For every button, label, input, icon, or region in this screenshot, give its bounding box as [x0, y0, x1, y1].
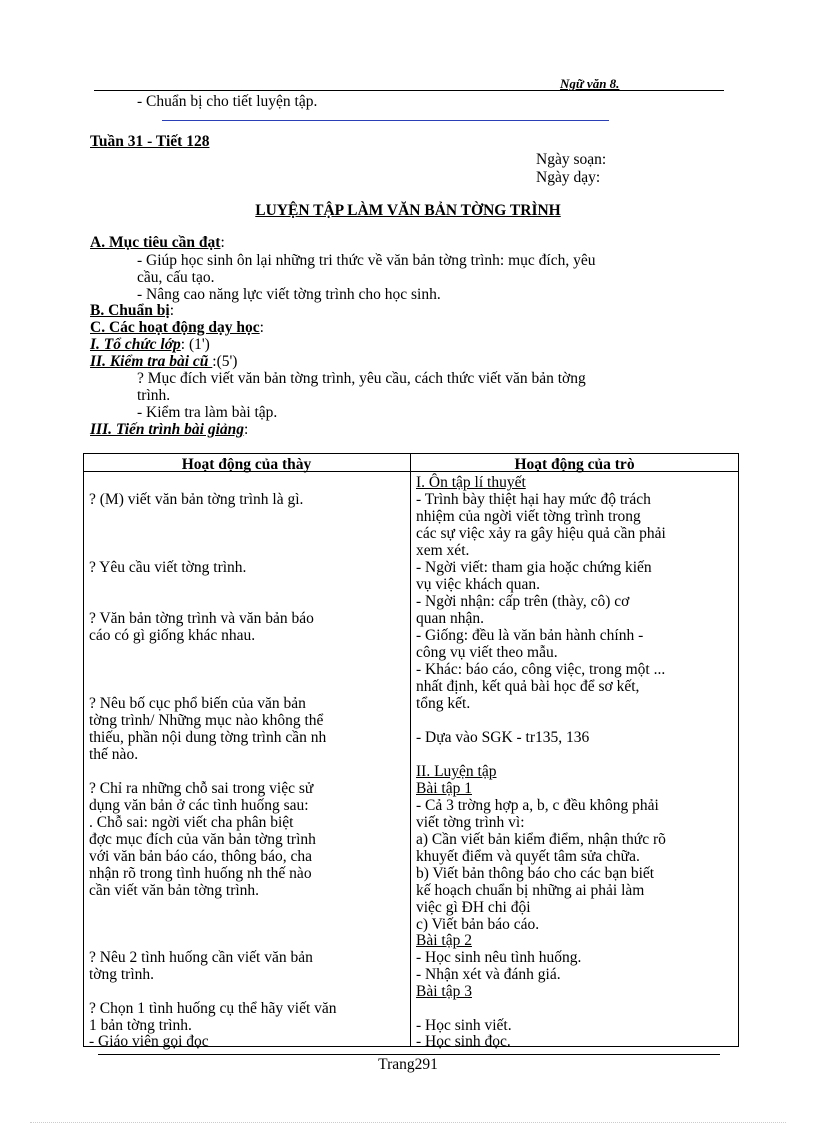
student-line: kế hoạch chuẩn bị những ai phải làm: [416, 882, 645, 899]
student-line: - Cả 3 trờng hợp a, b, c đều không phải: [416, 797, 659, 814]
student-line: khuyết điểm và quyết tâm sửa chữa.: [416, 848, 640, 865]
section-b-row: [90, 303, 174, 319]
student-line: - Học sinh đọc.: [416, 1033, 511, 1050]
student-heading: II. Luyện tập: [416, 763, 497, 780]
teacher-line: ? Yêu cầu viết tờng trình.: [89, 559, 247, 576]
teacher-line: - Giáo viên gọi đọc: [89, 1033, 209, 1050]
student-line: - Giống: đều là văn bản hành chính -: [416, 627, 644, 644]
student-line: - Nhận xét và đánh giá.: [416, 966, 561, 983]
student-line: a) Cần viết bản kiểm điểm, nhận thức rõ: [416, 831, 666, 848]
teacher-line: tờng trình/ Những mục nào không thể: [89, 712, 324, 729]
check-row: [90, 354, 237, 370]
student-line: các sự việc xảy ra gây hiệu quả cần phải: [416, 525, 666, 542]
section-c-colon: :: [259, 319, 264, 336]
section-a-colon: :: [220, 234, 225, 251]
section-a-line: - Giúp học sinh ôn lại những tri thức về văn bản tờng trình: mục đích, yêu: [137, 252, 596, 269]
student-heading: I. Ôn tập lí thuyết: [416, 474, 526, 491]
student-exercise-heading: Bài tập 3: [416, 983, 472, 1000]
section-a-line: - Nâng cao năng lực viết tờng trình cho học sinh.: [137, 286, 441, 303]
teacher-line: cần viết văn bản tờng trình.: [89, 882, 260, 899]
process-colon: :: [244, 421, 249, 438]
teacher-line: ? Chỉ ra những chỗ sai trong việc sử: [89, 780, 314, 797]
section-c-row: [90, 320, 264, 336]
teacher-line: ? Nêu 2 tình huống cần viết văn bản: [89, 949, 313, 966]
student-line: - Học sinh viết.: [416, 1017, 512, 1034]
table-column-divider: [410, 453, 411, 1047]
org-heading: I. Tổ chức lớp: [90, 336, 181, 353]
student-line: quan nhận.: [416, 610, 485, 627]
page-number: Trang291: [378, 1056, 438, 1073]
section-c-heading: C. Các hoạt động dạy học: [90, 319, 260, 336]
lesson-title: LUYỆN TẬP LÀM VĂN BẢN TỜNG TRÌNH: [255, 202, 561, 219]
teacher-line: ? (M) viết văn bản tờng trình là gì.: [89, 491, 304, 508]
date-prepared: Ngày soạn:: [536, 151, 607, 168]
student-line: vụ việc khách quan.: [416, 576, 540, 593]
org-row: [90, 337, 210, 353]
student-line: b) Viết bản thông báo cho các bạn biết: [416, 865, 655, 882]
check-line: trình.: [137, 387, 171, 404]
process-row: [90, 422, 248, 438]
teacher-line: cáo có gì giống khác nhau.: [89, 627, 256, 644]
teacher-line: với văn bản báo cáo, thông báo, cha: [89, 848, 312, 865]
student-line: - Trình bày thiệt hại hay mức độ trách: [416, 491, 651, 508]
process-heading: III. Tiến trình bài giảng: [90, 421, 245, 438]
student-line: viết tờng trình vì:: [416, 814, 525, 831]
student-line: xem xét.: [416, 542, 470, 559]
check-line: ? Mục đích viết văn bản tờng trình, yêu cầu, cách thức viết văn bản tờng: [137, 370, 586, 387]
prev-prep-line: - Chuẩn bị cho tiết luyện tập.: [137, 93, 318, 110]
separator-rule: [162, 120, 609, 121]
teacher-line: . Chỗ sai: ngời viết cha phân biệt: [89, 814, 294, 831]
student-line: - Dựa vào SGK - tr135, 136: [416, 729, 590, 746]
teacher-line: thế nào.: [89, 746, 139, 763]
student-line: - Khác: báo cáo, công việc, trong một ...: [416, 661, 666, 678]
section-a-heading-row: [90, 235, 225, 251]
header-subject: Ngữ văn 8.: [560, 76, 620, 91]
teacher-line: 1 bản tờng trình.: [89, 1017, 192, 1034]
student-line: - Ngời nhận: cấp trên (thày, cô) cơ: [416, 593, 630, 610]
org-rest: : (1'): [180, 336, 210, 353]
student-exercise-heading: Bài tập 2: [416, 932, 472, 949]
teacher-line: nhận rõ trong tình huống nh thế nào: [89, 865, 312, 882]
check-line: - Kiểm tra làm bài tập.: [137, 404, 278, 421]
section-b-colon: :: [169, 302, 175, 319]
student-line: nhất định, kết quả bài học để sơ kết,: [416, 678, 640, 695]
section-a-heading: A. Mục tiêu cần đạt: [90, 234, 221, 251]
teacher-line: dụng văn bản ở các tình huống sau:: [89, 797, 309, 814]
student-line: - Học sinh nêu tình huống.: [416, 949, 582, 966]
col-header-teacher: Hoạt động của thày: [181, 456, 312, 473]
student-line: việc gì ĐH chi đội: [416, 899, 531, 916]
teacher-line: đợc mục đích của văn bản tờng trình: [89, 831, 316, 848]
student-line: nhiệm của ngời viết tờng trình trong: [416, 508, 641, 525]
student-exercise-heading: Bài tập 1: [416, 780, 472, 797]
header-rule: [94, 90, 724, 91]
student-line: công vụ viết theo mẫu.: [416, 644, 558, 661]
teacher-line: thiếu, phần nội dung tờng trình cần nh: [89, 729, 327, 746]
section-b-heading: B. Chuẩn bị: [90, 302, 170, 319]
teacher-line: ? Văn bản tờng trình và văn bản báo: [89, 610, 314, 627]
teacher-line: ? Nêu bố cục phổ biến của văn bản: [89, 695, 306, 712]
section-a-line: cầu, cấu tạo.: [137, 269, 215, 286]
check-heading: II. Kiểm tra bài cũ: [90, 353, 213, 370]
teacher-line: ? Chọn 1 tình huống cụ thể hãy viết văn: [89, 1000, 337, 1017]
student-line: tổng kết.: [416, 695, 471, 712]
student-line: c) Viết bản báo cáo.: [416, 916, 540, 933]
col-header-student: Hoạt động của trò: [514, 456, 635, 473]
date-taught: Ngày dạy:: [536, 169, 601, 186]
student-line: - Ngời viết: tham gia hoặc chứng kiến: [416, 559, 652, 576]
footer-rule: [98, 1054, 720, 1055]
check-rest: :(5'): [212, 353, 238, 370]
lesson-week: Tuần 31 - Tiết 128: [90, 133, 210, 150]
teacher-line: tờng trình.: [89, 966, 155, 983]
